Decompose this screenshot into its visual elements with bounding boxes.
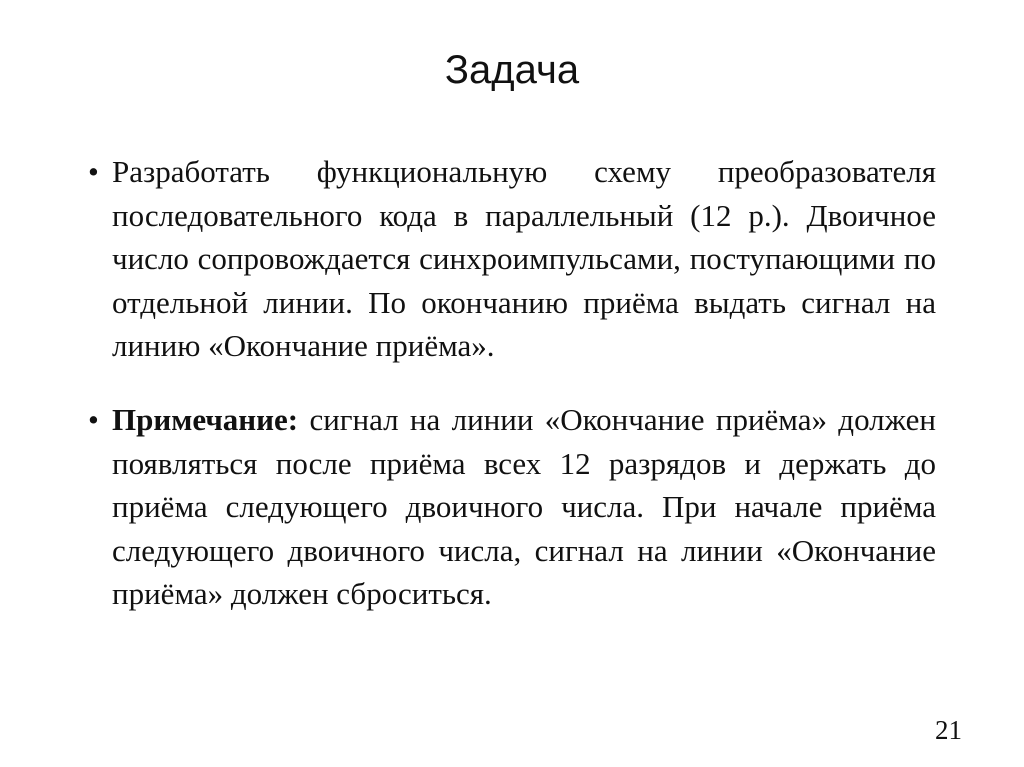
slide-title: Задача [444,48,580,92]
note-label: Примечание: [112,402,299,437]
bullet-task [88,150,936,368]
bullet-text: Разработать функциональную схему преобразователя последовательного кода в параллельный (12 р.). Двоичное число сопровождается синхроимпульсами, поступающими по отдельной линии. По окончанию приёма выдать сигнал на линию «Окончание приёма». [112,154,936,363]
bullet-icon: • [88,402,99,437]
note-text: сигнал на линии «Окончание приёма» должен появляться после приёма всех 12 разрядов и держать до приёма следующего двоичного числа. При начале приёма следующего двоичного числа, сигнал на линии «Окончание приёма» должен сброситься. [112,402,936,611]
bullet-icon: • [88,154,99,189]
bullet-text [112,398,936,616]
slide-number: 21 [935,715,962,745]
bullet-note [88,398,936,616]
